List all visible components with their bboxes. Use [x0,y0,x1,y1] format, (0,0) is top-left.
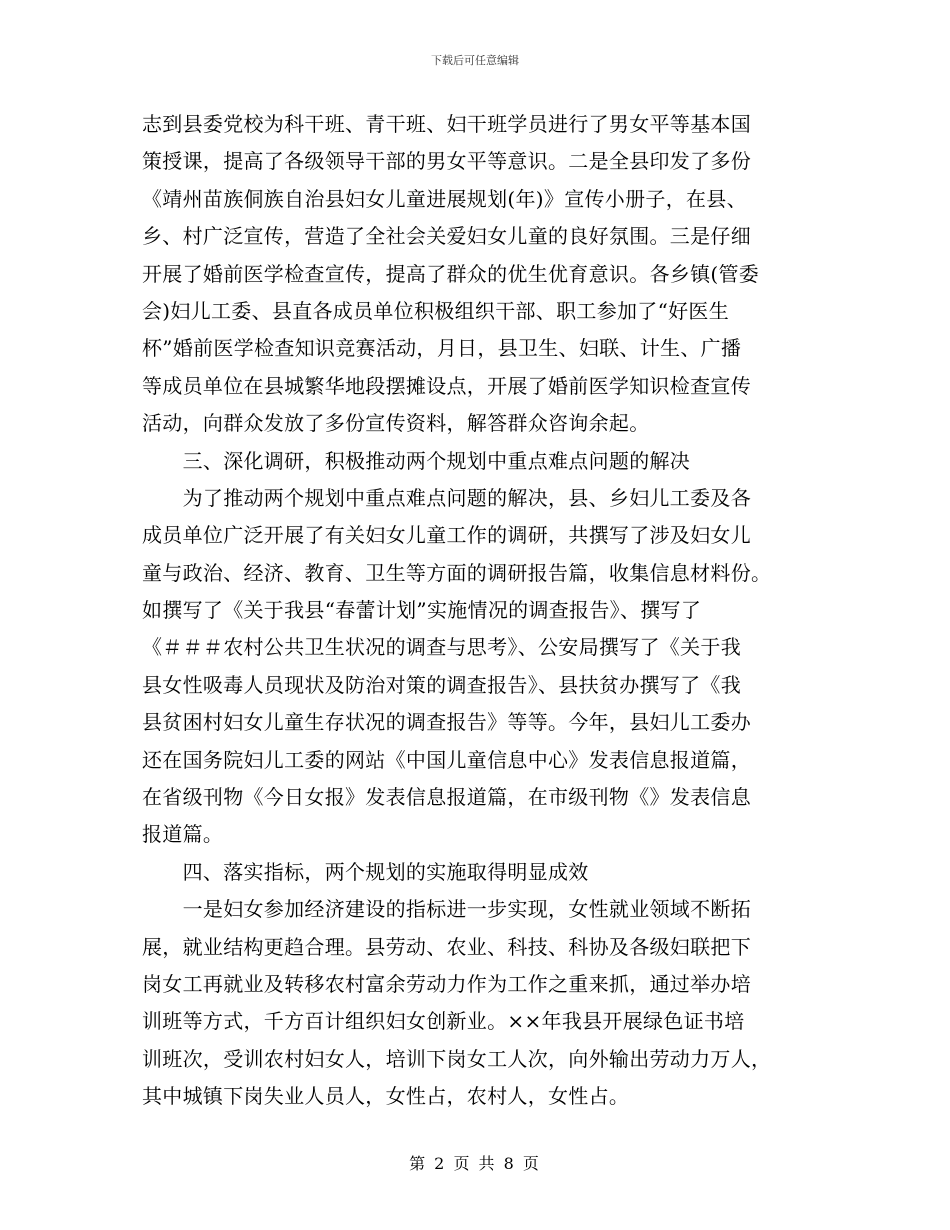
text-line: 乡、村广泛宣传，营造了全社会关爱妇女儿童的良好氛围。三是仔细 [142,224,751,249]
text-line: 其中城镇下岗失业人员人，女性占，农村人，女性占。 [142,1084,630,1109]
text-line: 会)妇儿工委、县直各成员单位积极组织干部、职工参加了“好医生 [142,298,730,323]
text-line: 在省级刊物《今日女报》发表信息报道篇，在市级刊物《》发表信息 [142,785,751,810]
text-line: 为了推动两个规划中重点难点问题的解决，县、乡妇儿工委及各 [142,485,751,510]
text-line: 一是妇女参加经济建设的指标进一步实现，女性就业领域不断拓 [142,897,751,922]
text-line: 开展了婚前医学检查宣传，提高了群众的优生优育意识。各乡镇(管委 [142,261,760,286]
text-line: 《＃＃＃农村公共卫生状况的调查与思考》、公安局撰写了《关于我 [142,635,741,660]
text-line: 杯”婚前医学检查知识竞赛活动，月日，县卫生、妇联、计生、广播 [142,336,742,361]
text-line: 报道篇。 [142,822,224,847]
text-line: 活动，向群众发放了多份宣传资料，解答群众咨询余起。 [142,411,650,436]
text-line: 成员单位广泛开展了有关妇女儿童工作的调研，共撰写了涉及妇女儿 [142,523,751,548]
text-line: 志到县委党校为科干班、青干班、妇干班学员进行了男女平等基本国 [142,112,751,136]
text-line: 展，就业结构更趋合理。县劳动、农业、科技、科协及各级妇联把下 [142,934,751,959]
text-line: 训班次，受训农村妇女人，培训下岗女工人次，向外输出劳动力万人， [142,1046,772,1071]
text-line: 三、深化调研，积极推动两个规划中重点难点问题的解决 [142,448,691,473]
document-body [142,106,822,1116]
text-line: 如撰写了《关于我县“春蕾计划”实施情况的调查报告》、撰写了 [142,598,702,623]
text-line: 《靖州苗族侗族自治县妇女儿童进展规划(年)》宣传小册子，在县、 [142,186,747,211]
text-line: 童与政治、经济、教育、卫生等方面的调研报告篇，收集信息材料份。 [142,560,772,585]
text-line: 岗女工再就业及转移农村富余劳动力作为工作之重来抓，通过举办培 [142,971,751,996]
text-line: 还在国务院妇儿工委的网站《中国儿童信息中心》发表信息报道篇， [142,747,751,772]
text-line: 县贫困村妇女儿童生存状况的调查报告》等等。今年，县妇儿工委办 [142,710,751,735]
text-line: 等成员单位在县城繁华地段摆摊设点，开展了婚前医学知识检查宣传 [142,373,751,398]
page-header: 下载后可任意编辑 [431,54,519,67]
page-footer: 第 2 页 共 8 页 [409,1154,541,1173]
text-line: 策授课，提高了各级领导干部的男女平等意识。二是全县印发了多份 [142,149,751,174]
text-line: 四、落实指标，两个规划的实施取得明显成效 [142,859,589,884]
text-line: 县女性吸毒人员现状及防治对策的调查报告》、县扶贫办撰写了《我 [142,672,741,697]
text-line: 训班等方式，千方百计组织妇女创新业。××年我县开展绿色证书培 [142,1009,745,1034]
